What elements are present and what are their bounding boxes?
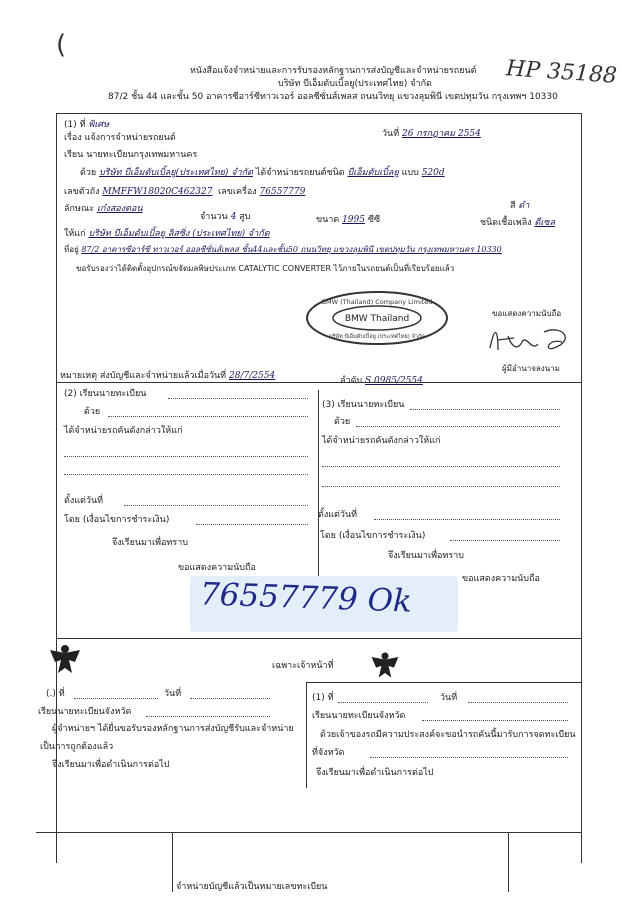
handwritten-engine-number: 76557779 Ok: [199, 576, 413, 620]
section3-since: ตั้งแต่วันที่: [318, 510, 358, 520]
officials-right-close: จึงเรียนมาเพื่อดำเนินการต่อไป: [316, 768, 434, 778]
document-title: หนังสือแจ้งจำหน่ายและการรับรองหลักฐานการส่งบัญชีและจำหน่ายรถยนต์: [190, 66, 477, 76]
company-name: บริษัท บีเอ็มดับเบิ้ลยู(ประเทศไทย) จำกัด: [278, 79, 432, 89]
frame-top: [56, 113, 582, 114]
buyer-line: ให้แก่ บริษัท บีเอ็มดับเบิ้ลยู ลิสซิ่ง (ประเทศไทย) จำกัด: [64, 229, 270, 239]
officials-divider: [56, 638, 582, 639]
dealer-line: ด้วย บริษัท บีเอ็มดับเบิ้ลยู(ประเทศไทย) จำกัด ได้จำหน่ายรถยนต์ชนิด บีเอ็มดับเบิ้ลยู แบบ 520d: [80, 168, 445, 178]
officials-left-no: (.) ที่: [46, 689, 65, 699]
garuda-emblem-icon-right: [368, 648, 402, 682]
section-divider: [56, 382, 582, 383]
cylinder-count: จำนวน 4 สูบ: [200, 212, 251, 222]
fuel-type: ชนิดเชื้อเพลิง ดีเซล: [480, 218, 556, 228]
officials-left-body2: เป็นการถูกต้องแล้ว: [40, 742, 114, 752]
certification-text: ขอรับรองว่าได้ติดตั้งอุปกรณ์ขจัดมลพิษประเภท CATALYTIC CONVERTER ไว้ภายในรถยนต์เป็นที่เรียบร้อยแล้ว: [76, 264, 455, 273]
company-address: 87/2 ชั้น 44 และชั้น 50 อาคารซีอาร์ซีทาวเวอร์ ออลซีซั่นส์เพลส ถนนวิทยุ แขวงลุมพินี เขตปทุมวัน กรุงเทพฯ 10330: [108, 92, 558, 102]
officials-right-body2: ที่จังหวัด: [312, 748, 345, 758]
section2-since: ตั้งแต่วันที่: [64, 496, 104, 506]
section2-recipient: (2) เรียนนายทะเบียน: [64, 389, 147, 399]
section3-notify: จึงเรียนมาเพื่อทราบ: [388, 551, 464, 561]
frame-right: [581, 113, 582, 863]
engine-size: ขนาด 1995 ซีซี: [316, 215, 381, 225]
officials-left-close: จึงเรียนมาเพื่อดำเนินการต่อไป: [52, 760, 170, 770]
color-field: สี ดำ: [510, 201, 530, 211]
company-stamp: [304, 290, 450, 346]
signature: [484, 318, 580, 360]
pen-mark: (: [56, 30, 67, 60]
note-line: หมายเหตุ ส่งบัญชีและจำหน่ายแล้วเมื่อวันที่ 28/7/2554: [60, 371, 276, 381]
section2-regards: ขอแสดงความนับถือ: [178, 563, 256, 573]
officials-right-no: (1) ที่: [312, 693, 334, 703]
stamp-top-text: BMW (Thailand) Company Limited: [321, 298, 433, 306]
footer-registration-text: จำหน่ายบัญชีแล้วเป็นหมายเลขทะเบียน: [176, 882, 328, 892]
section3-by: ด้วย: [334, 417, 351, 427]
chassis-line: เลขตัวถัง MMFFW18020C462327 เลขเครื่อง 76557779: [64, 187, 306, 197]
officials-right-to: เรียนนายทะเบียนจังหวัด: [312, 711, 406, 721]
section3-recipient: (3) เรียนนายทะเบียน: [322, 400, 405, 410]
sequence-number: ลำดับ S 0985/2554: [340, 376, 423, 386]
section2-notify: จึงเรียนมาเพื่อทราบ: [112, 538, 188, 548]
section3-regards: ขอแสดงความนับถือ: [462, 574, 540, 584]
section2-payment: โดย (เงื่อนไขการชำระเงิน): [64, 515, 170, 525]
officials-left-body: ผู้จำหน่ายฯ ได้ยื่นขอรับรองหลักฐานการส่งบัญชีรับและจำหน่าย: [52, 724, 294, 734]
recipient: เรียน นายทะเบียนกรุงเทพมหานคร: [64, 150, 198, 160]
letter-date: วันที่ 26 กรกฎาคม 2554: [382, 129, 481, 139]
subject: เรื่อง แจ้งการจำหน่ายรถยนต์: [64, 133, 176, 143]
garuda-emblem-icon: [46, 640, 84, 678]
buyer-address: ที่อยู่ 87/2 อาคารซีอาร์ซี ทาวเวอร์ ออลซีซั่นส์เพลส ชั้น44และชั้น50 ถนนวิทยุ แขวงลุมพินี เขตปทุมวัน กรุงเทพมหานคร 10330: [64, 245, 502, 254]
signer-role: ผู้มีอำนาจลงนาม: [502, 364, 560, 373]
corner-reference: HP 35188: [505, 56, 618, 89]
section2-by: ด้วย: [84, 407, 101, 417]
officials-right-date: วันที่: [440, 693, 458, 703]
section3-payment: โดย (เงื่อนไขการชำระเงิน): [320, 531, 426, 541]
officials-left-date: วันที่: [164, 689, 182, 699]
stamp-center-text: BMW Thailand: [344, 314, 410, 324]
officials-right-body: ด้วยเจ้าของรถมีความประสงค์จะขอนำรถคันนี้มารับการจดทะเบียน: [320, 730, 576, 740]
officials-heading: เฉพาะเจ้าหน้าที่: [272, 661, 334, 671]
section2-sold-to: ได้จำหน่ายรถคันดังกล่าวให้แก่: [64, 426, 183, 436]
section1-regards: ขอแสดงความนับถือ: [492, 309, 562, 318]
letter-number: (1) ที่ พิเศษ: [64, 120, 110, 130]
section3-sold-to: ได้จำหน่ายรถคันดังกล่าวให้แก่: [322, 436, 441, 446]
body-type: ลักษณะ เก๋งสองตอน: [64, 204, 143, 214]
stamp-bottom-text: บริษัท บีเอ็มดับเบิ้ลยู (ประเทศไทย) จำกัด: [329, 334, 425, 340]
officials-left-to: เรียนนายทะเบียนจังหวัด: [38, 707, 132, 717]
